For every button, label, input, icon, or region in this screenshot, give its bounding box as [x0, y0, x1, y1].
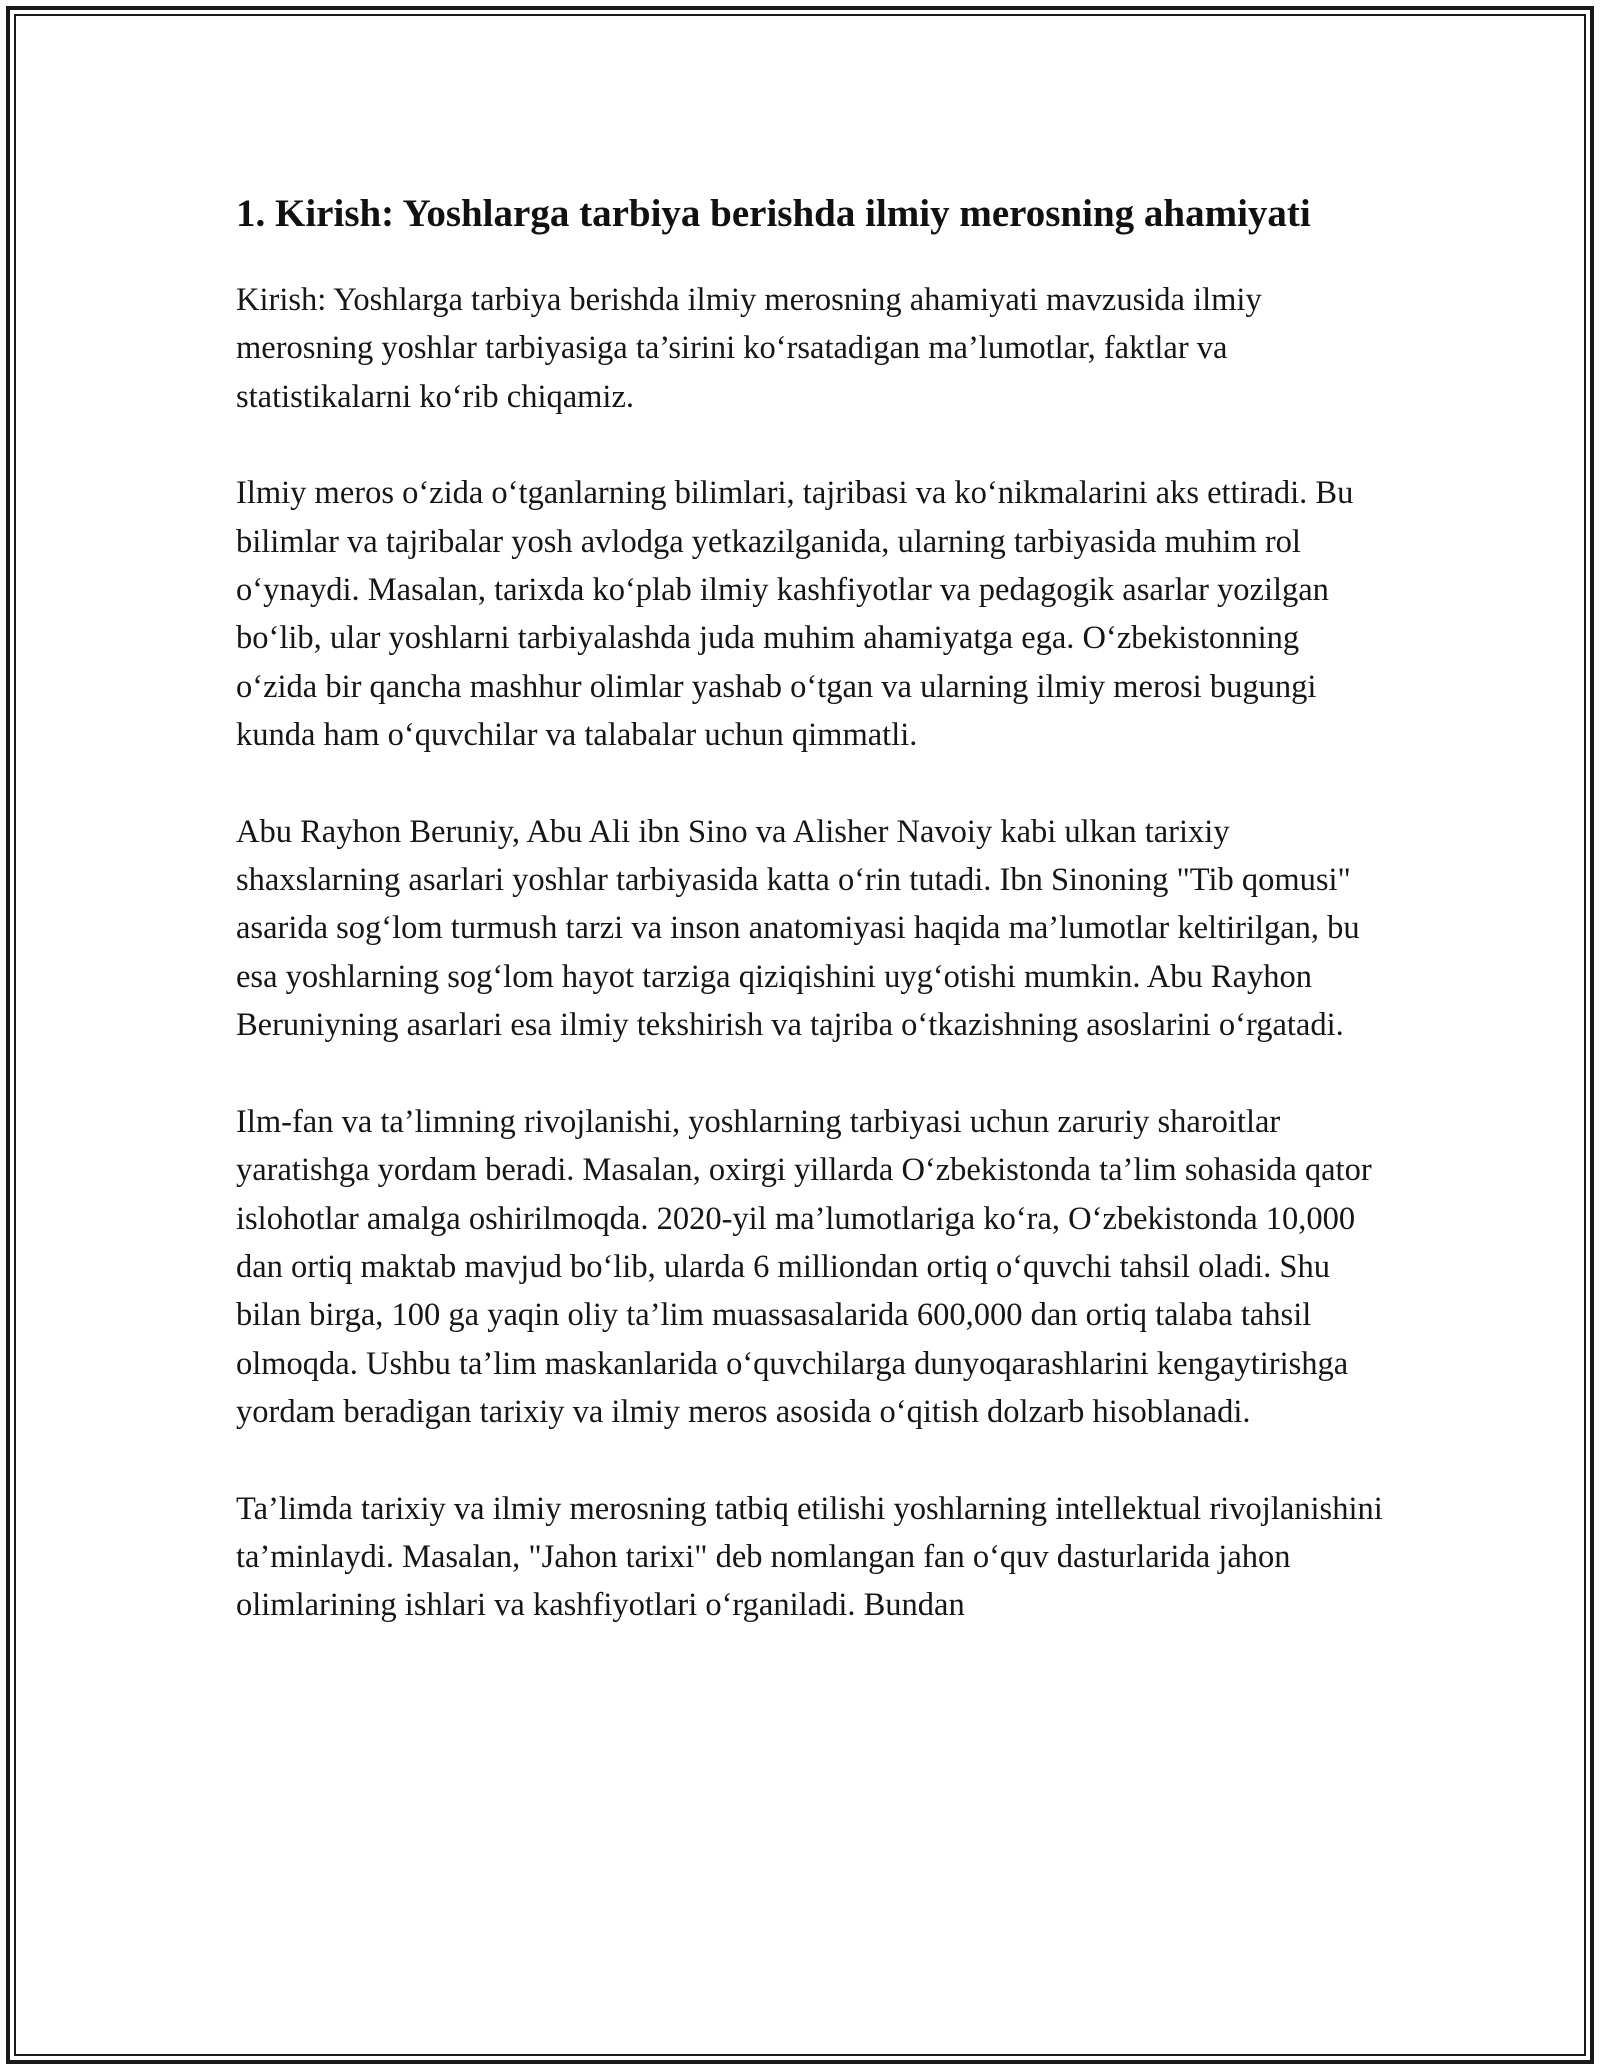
paragraph-intellectual-development: Ta’limda tarixiy va ilmiy merosning tatbiq etilishi yoshlarning intellektual rivojlanishini ta’minlaydi. Masalan, "Jahon tarixi" deb nomlangan fan o‘quv dasturlarida jahon olimlarining ishlari va kashfiyotlari o‘rganiladi. Bundan	[236, 1490, 1383, 1624]
document-body	[236, 186, 1386, 1678]
section-heading: 1. Kirish: Yoshlarga tarbiya berishda ilmiy merosning ahamiyati	[236, 192, 1311, 235]
paragraph-education-statistics: Ilm-fan va ta’limning rivojlanishi, yoshlarning tarbiyasi uchun zaruriy sharoitlar yaratishga yordam beradi. Masalan, oxirgi yillarda O‘zbekistonda ta’lim sohasida qator islohotlar amalga oshirilmoqda. 2020-yil ma’lumotlariga ko‘ra, O‘zbekistonda 10,000 dan ortiq maktab mavjud bo‘lib, ularda 6 milliondan ortiq o‘quvchi tahsil oladi. Shu bilan birga, 100 ga yaqin oliy ta’lim muassasalarida 600,000 dan ortiq talaba tahsil olmoqda. Ushbu ta’lim maskanlarida o‘quvchilarga dunyoqarashlarini kengaytirishga yordam beradigan tarixiy va ilmiy meros asosida o‘qitish dolzarb hisoblanadi.	[236, 1103, 1372, 1431]
paragraph-historical-figures: Abu Rayhon Beruniy, Abu Ali ibn Sino va Alisher Navoiy kabi ulkan tarixiy shaxslarning asarlari yoshlar tarbiyasida katta o‘rin tutadi. Ibn Sinoning "Tib qomusi" asarida sog‘lom turmush tarzi va inson anatomiyasi haqida ma’lumotlar keltirilgan, bu esa yoshlarning sog‘lom hayot tarziga qiziqishini uyg‘otishi mumkin. Abu Rayhon Beruniyning asarlari esa ilmiy tekshirish va tajriba o‘tkazishning asoslarini o‘rgatadi.	[236, 813, 1360, 1044]
paragraph-intro: Kirish: Yoshlarga tarbiya berishda ilmiy merosning ahamiyati mavzusida ilmiy merosning yoshlar tarbiyasiga ta’sirini ko‘rsatadigan ma’lumotlar, faktlar va statistikalarni ko‘rib chiqamiz.	[236, 282, 1262, 415]
paragraph-scientific-heritage: Ilmiy meros o‘zida o‘tganlarning bilimlari, tajribasi va ko‘nikmalarini aks ettiradi. Bu bilimlar va tajribalar yosh avlodga yetkazilganida, ularning tarbiyasida muhim rol o‘ynaydi. Masalan, tarixda ko‘plab ilmiy kashfiyotlar va pedagogik asarlar yozilgan bo‘lib, ular yoshlarni tarbiyalashda juda muhim ahamiyatga ega. O‘zbekistonning o‘zida bir qancha mashhur olimlar yashab o‘tgan va ularning ilmiy merosi bugungi kunda ham o‘quvchilar va talabalar uchun qimmatli.	[236, 475, 1354, 754]
